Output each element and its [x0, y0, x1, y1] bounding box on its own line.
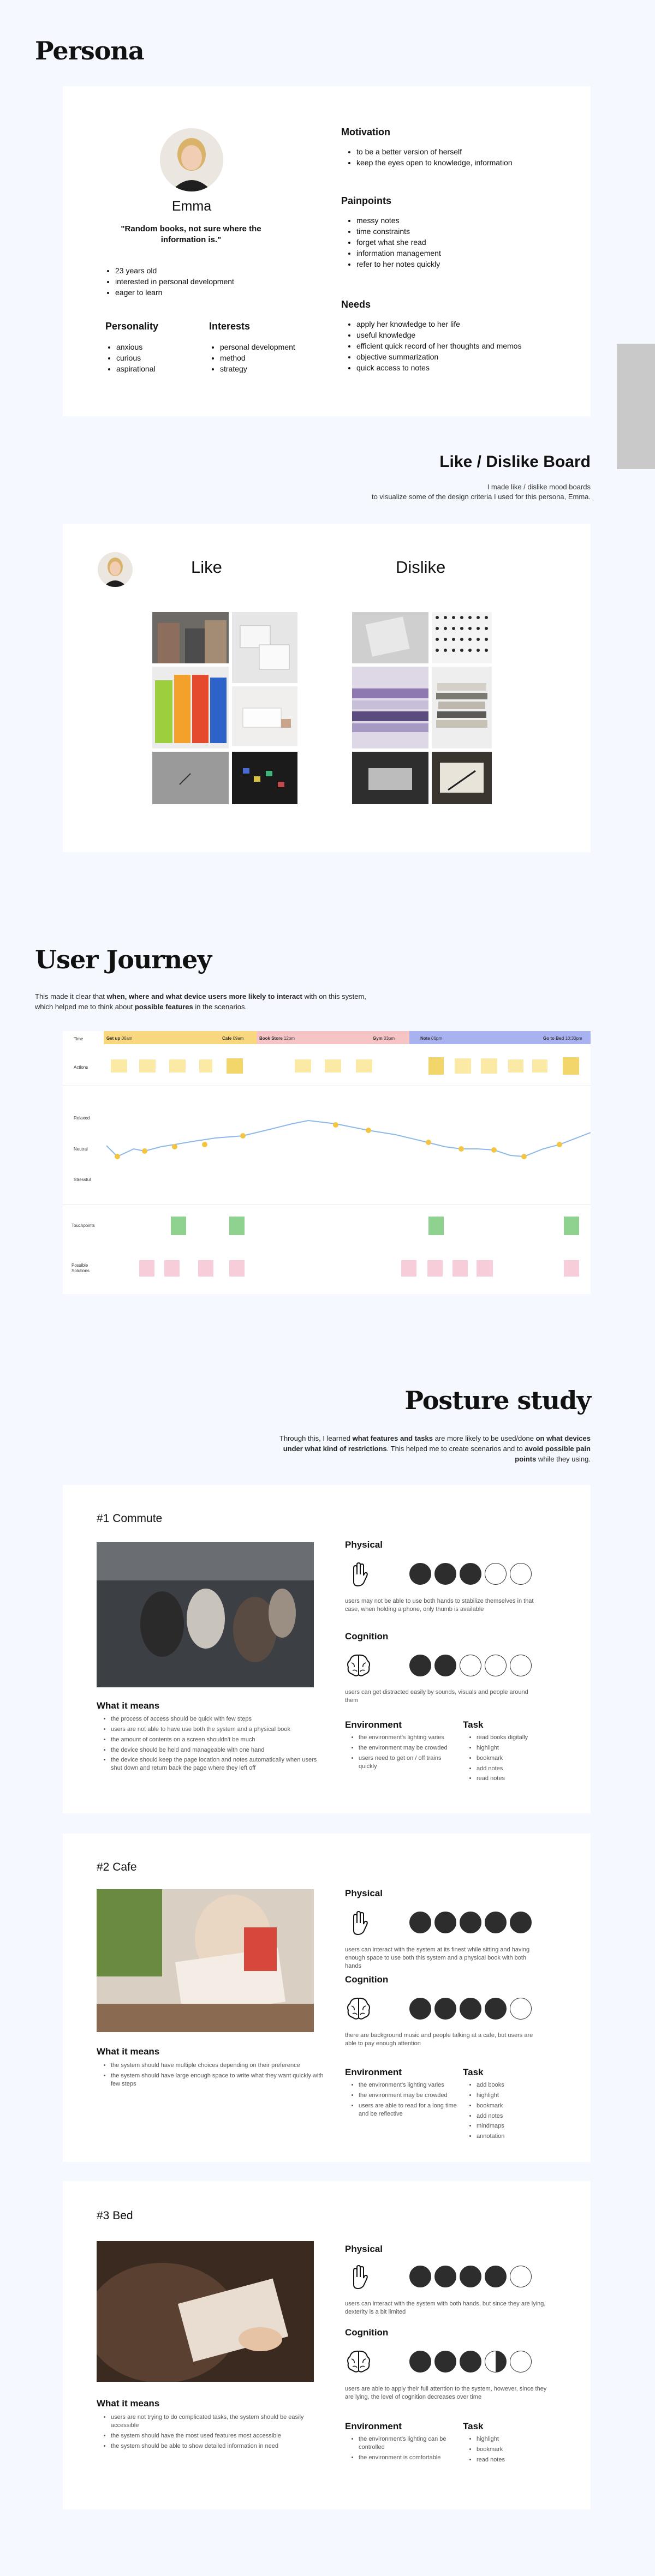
environment-list — [349, 1734, 457, 1772]
rating-dot — [460, 2266, 481, 2287]
action-chip — [481, 1058, 497, 1074]
rating-dot — [434, 2266, 456, 2287]
hand-icon — [345, 2263, 372, 2290]
physical-rating — [409, 1912, 535, 1936]
mood-point — [426, 1140, 431, 1145]
touchpoints-label: Touchpoints — [72, 1223, 95, 1228]
painpoints-title: Painpoints — [341, 195, 392, 206]
brain-icon — [345, 1652, 372, 1679]
rating-dot — [434, 1655, 456, 1676]
rating-dot — [460, 1655, 481, 1676]
time-tick-label: Cafe — [222, 1036, 232, 1041]
intro-text: in the scenarios. — [193, 1002, 247, 1011]
motivation-list — [347, 147, 513, 169]
time-tick — [259, 1036, 295, 1041]
mood-point — [142, 1148, 147, 1154]
action-chip — [295, 1059, 311, 1073]
action-chip — [227, 1058, 243, 1074]
scenario-photo-bed — [97, 2241, 314, 2382]
time-tick — [543, 1036, 582, 1041]
list-item: • the environment's lighting can be controlled — [359, 2435, 457, 2452]
like-image-color-blocks — [152, 667, 229, 748]
desc-text: Through this, I learned — [279, 1434, 353, 1442]
time-tick — [106, 1036, 133, 1041]
rating-dot — [510, 1998, 532, 2020]
list-item: • anxious — [116, 343, 156, 351]
scenario-title: #2 Cafe — [97, 1861, 137, 1873]
board-title: Like / Dislike Board — [439, 453, 591, 471]
solution-chip — [198, 1260, 213, 1277]
mood-point — [366, 1128, 371, 1133]
persona-avatar — [160, 128, 223, 191]
action-chip — [563, 1057, 579, 1075]
action-chip — [111, 1059, 127, 1073]
list-item: • highlight — [477, 2092, 575, 2100]
meaning-label: What it means — [97, 2046, 160, 2057]
personality-list — [106, 343, 156, 375]
rating-dot — [510, 2266, 532, 2287]
list-item: • keep the eyes open to knowledge, information — [356, 158, 513, 167]
list-item: • annotation — [477, 2132, 575, 2141]
list-item: • the system should be able to show detailed information in need — [111, 2442, 324, 2451]
intro-text: This made it clear that — [35, 992, 107, 1001]
scenario-photo-commute — [97, 1542, 314, 1687]
rating-dot — [409, 2351, 431, 2373]
rating-dot — [460, 1912, 481, 1933]
needs-list — [347, 320, 521, 374]
time-tick — [373, 1036, 395, 1041]
environment-label: Environment — [345, 1720, 402, 1730]
list-item: • curious — [116, 354, 156, 362]
list-item: • the environment may be crowded — [359, 2092, 457, 2100]
needs-title: Needs — [341, 299, 371, 310]
rating-dot — [409, 1912, 431, 1933]
dislike-image-dots — [432, 612, 492, 663]
rating-dot — [485, 1563, 507, 1585]
solution-chip — [564, 1260, 579, 1277]
time-tick-label: Get up — [106, 1036, 121, 1041]
physical-rating — [409, 2266, 535, 2290]
mood-point — [557, 1142, 562, 1147]
rating-dot — [485, 1655, 507, 1676]
like-label: Like — [191, 558, 222, 577]
list-item: • the system should have large enough space to write what they want quickly with few steps — [111, 2072, 324, 2088]
rating-dot — [460, 2351, 481, 2373]
persona-facts — [105, 266, 234, 299]
time-tick-label: Gym — [373, 1036, 383, 1041]
rating-dot — [409, 1563, 431, 1585]
dislike-image-paper — [352, 612, 428, 663]
intro-bold: when, where and what device users more likely to interact — [106, 992, 302, 1001]
time-tick-time: 12pm — [283, 1036, 295, 1041]
time-tick-time: 03pm — [384, 1036, 395, 1041]
rating-dot — [409, 1655, 431, 1676]
time-tick-label: Go to Bed — [543, 1036, 564, 1041]
list-item: • information management — [356, 249, 441, 257]
scenario-title: #3 Bed — [97, 2209, 133, 2222]
task-label: Task — [463, 2421, 484, 2431]
list-item: • the device should be held and manageable with one hand — [111, 1746, 324, 1754]
rating-dot — [485, 1998, 507, 2020]
time-tick-time: 09am — [233, 1036, 244, 1041]
brain-icon — [345, 1995, 372, 2022]
cognition-rating — [409, 2351, 535, 2375]
list-item: • users are able to read for a long time and be reflective — [359, 2102, 457, 2118]
environment-list — [349, 2081, 457, 2120]
desc-bold: avoid possible pain points — [515, 1444, 591, 1463]
solution-chip — [477, 1260, 493, 1277]
cognition-rating — [409, 1655, 535, 1679]
rating-dot — [510, 1655, 532, 1676]
board-card — [63, 524, 591, 852]
list-item: • interested in personal development — [115, 277, 234, 286]
touchpoint-chip — [428, 1217, 444, 1235]
list-item: • aspirational — [116, 364, 156, 373]
desc-text: . This helped me to create scenarios and to — [386, 1444, 525, 1453]
dislike-image-stack — [432, 667, 492, 748]
touchpoint-chip — [564, 1217, 579, 1235]
list-item: • the environment's lighting varies — [359, 2081, 457, 2089]
desc-text: while they using. — [536, 1454, 591, 1463]
list-item: • messy notes — [356, 216, 441, 225]
like-image-desk — [232, 686, 297, 746]
posture-title: Posture study — [404, 1386, 591, 1415]
solution-chip — [427, 1260, 443, 1277]
list-item: • users are not able to have use both the system and a physical book — [111, 1726, 324, 1734]
mood-point — [458, 1146, 464, 1152]
action-chip — [169, 1059, 186, 1073]
list-item: • the process of access should be quick with few steps — [111, 1715, 324, 1723]
list-item: • bookmark — [477, 2102, 575, 2110]
cognition-note: users are able to apply their full attention to the system, however, since they are lying, the level of cognition decreases over time — [345, 2386, 547, 2400]
rating-dot — [409, 2266, 431, 2287]
list-item: • bookmark — [477, 1754, 575, 1763]
mood-point — [202, 1142, 207, 1147]
physical-note: users can interact with the system with both hands, but since they are lying, dexterity is a bit limited — [345, 2301, 546, 2315]
time-tick — [420, 1036, 442, 1041]
rating-dot — [434, 1912, 456, 1933]
intro-text: with on this system, — [302, 992, 366, 1001]
desc-text: are more likely to be used/done — [432, 1434, 536, 1442]
solutions-label: Possible Solutions — [72, 1263, 90, 1273]
like-image-grey-wall — [152, 752, 229, 804]
meaning-list — [101, 2413, 324, 2452]
solution-chip — [164, 1260, 180, 1277]
list-item: • add notes — [477, 1765, 575, 1773]
list-item: • add notes — [477, 2112, 575, 2120]
list-item: • to be a better version of herself — [356, 147, 513, 156]
action-chip — [508, 1059, 523, 1073]
touchpoint-chip — [229, 1217, 245, 1235]
list-item: • method — [220, 354, 295, 362]
rating-dot — [510, 1563, 532, 1585]
time-tick-label: Note — [420, 1036, 430, 1041]
list-item: • the device should keep the page location and notes automatically when users shut down and return back the page where they left off — [111, 1756, 324, 1772]
list-item: • read books digitally — [477, 1734, 575, 1742]
interests-title: Interests — [209, 321, 251, 332]
board-desc-line: I made like / dislike mood boards — [487, 483, 591, 491]
motivation-title: Motivation — [341, 127, 390, 137]
time-tick-label: Book Store — [259, 1036, 283, 1041]
mood-point — [172, 1144, 177, 1149]
scenario-photo-cafe — [97, 1889, 314, 2032]
journey-title: User Journey — [35, 945, 212, 974]
physical-note: users may not be able to use both hands to stabilize themselves in that case, when holding a phone, only thumb is available — [345, 1598, 534, 1613]
time-tick — [222, 1036, 244, 1041]
list-item: • users are not trying to do complicated tasks, the system should be easily accessible — [111, 2413, 324, 2430]
scenario-title: #1 Commute — [97, 1512, 163, 1525]
desc-bold: on what devices under what kind of restrictions — [283, 1434, 591, 1453]
action-chip — [532, 1059, 547, 1073]
cognition-rating — [409, 1998, 535, 2022]
physical-note: users can interact with the system at its finest while sitting and having enough space to use both this system and a physical book with both hands — [345, 1946, 530, 1969]
list-item: • the system should have multiple choices depending on their preference — [111, 2062, 324, 2070]
persona-quote: "Random books, not sure where the information is." — [121, 224, 261, 244]
mood-point — [333, 1122, 338, 1128]
touchpoint-chip — [171, 1217, 186, 1235]
list-item: • 23 years old — [115, 266, 234, 275]
list-item: • personal development — [220, 343, 295, 351]
list-item: • read notes — [477, 1775, 575, 1783]
scenario-card-bed — [63, 2181, 591, 2509]
interests-list — [210, 343, 295, 375]
rating-dot — [485, 2266, 507, 2287]
list-item: • the environment's lighting varies — [359, 1734, 457, 1742]
action-chip — [356, 1059, 372, 1073]
hand-icon — [345, 1560, 372, 1587]
time-tick-time: 10:30pm — [565, 1036, 582, 1041]
dislike-image-dark-room — [352, 752, 428, 804]
mood-label-relaxed: Relaxed — [74, 1116, 90, 1121]
mood-point — [115, 1154, 120, 1159]
list-item: • objective summarization — [356, 352, 521, 361]
journey-intro — [35, 992, 450, 1013]
like-image-keyboard — [232, 752, 297, 804]
list-item: • apply her knowledge to her life — [356, 320, 521, 328]
list-item: • eager to learn — [115, 288, 234, 297]
cognition-label: Cognition — [345, 2327, 389, 2338]
rating-dot — [434, 1563, 456, 1585]
meaning-list — [101, 1715, 324, 1775]
cognition-label: Cognition — [345, 1974, 389, 1985]
solution-chip — [229, 1260, 245, 1277]
action-chip — [139, 1059, 156, 1073]
board-description — [273, 482, 591, 502]
board-desc-line: to visualize some of the design criteria I used for this persona, Emma. — [371, 493, 591, 501]
board-avatar — [98, 552, 133, 587]
journey-card — [63, 1031, 591, 1294]
environment-label: Environment — [345, 2067, 402, 2077]
list-item: • read notes — [477, 2456, 575, 2464]
meaning-list — [101, 2062, 324, 2090]
list-item: • efficient quick record of her thoughts and memos — [356, 342, 521, 350]
scrollbar-thumb[interactable] — [617, 344, 655, 469]
scenario-card-commute — [63, 1485, 591, 1813]
list-item: • the environment may be crowded — [359, 1744, 457, 1752]
rating-dot — [485, 1912, 507, 1933]
dislike-image-books — [352, 667, 428, 748]
solution-chip — [452, 1260, 468, 1277]
mood-line — [106, 1121, 591, 1157]
cognition-note: there are background music and people talking at a cafe, but users are able to pay enough attention — [345, 2032, 533, 2047]
physical-label: Physical — [345, 2244, 383, 2254]
mood-label-stressful: Stressful — [74, 1177, 91, 1182]
list-item: • quick access to notes — [356, 363, 521, 372]
list-item: • strategy — [220, 364, 295, 373]
rating-dot — [485, 2351, 507, 2373]
persona-section-title: Persona — [35, 36, 144, 65]
task-label: Task — [463, 1720, 484, 1730]
dislike-label: Dislike — [396, 558, 446, 577]
list-item: • the environment is comfortable — [359, 2454, 457, 2462]
list-item: • useful knowledge — [356, 331, 521, 339]
personality-title: Personality — [105, 321, 159, 332]
time-tick-time: 06am — [121, 1036, 133, 1041]
mood-label-neutral: Neutral — [74, 1147, 88, 1152]
list-item: • add books — [477, 2081, 575, 2089]
actions-label: Actions — [74, 1065, 88, 1070]
action-chip — [325, 1059, 341, 1073]
solution-chip — [401, 1260, 416, 1277]
posture-description — [267, 1434, 591, 1465]
list-item: • bookmark — [477, 2446, 575, 2454]
brain-icon — [345, 2348, 372, 2375]
task-label: Task — [463, 2067, 484, 2077]
environment-label: Environment — [345, 2421, 402, 2431]
list-item: • time constraints — [356, 227, 441, 236]
task-list — [467, 2081, 575, 2143]
time-label: Time — [74, 1037, 84, 1041]
like-image-cards — [232, 612, 297, 683]
like-image-people — [152, 612, 229, 663]
solution-chip — [139, 1260, 154, 1277]
intro-text: which helped me to think about — [35, 1002, 135, 1011]
mood-point — [240, 1133, 246, 1139]
list-item: • users need to get on / off trains quickly — [359, 1754, 457, 1771]
dislike-image-writing — [432, 752, 492, 804]
cognition-label: Cognition — [345, 1631, 389, 1642]
rating-dot — [409, 1998, 431, 2020]
persona-card — [63, 86, 591, 416]
rating-dot — [510, 2351, 532, 2373]
rating-dot — [510, 1912, 532, 1933]
time-tick-time: 06pm — [431, 1036, 443, 1041]
environment-list — [349, 2435, 457, 2464]
scenario-card-cafe — [63, 1834, 591, 2162]
desc-bold: what features and tasks — [352, 1434, 433, 1442]
list-item: • highlight — [477, 2435, 575, 2443]
meaning-label: What it means — [97, 2398, 160, 2409]
hand-icon — [345, 1909, 372, 1936]
physical-label: Physical — [345, 1888, 383, 1898]
meaning-label: What it means — [97, 1700, 160, 1711]
task-list — [467, 1734, 575, 1785]
rating-dot — [434, 2351, 456, 2373]
intro-bold: possible features — [134, 1002, 193, 1011]
painpoints-list — [347, 216, 441, 271]
physical-label: Physical — [345, 1539, 383, 1550]
physical-rating — [409, 1563, 535, 1587]
rating-dot — [434, 1998, 456, 2020]
mood-point — [521, 1154, 527, 1159]
list-item: • the system should have the most used features most accessible — [111, 2432, 324, 2440]
list-item: • forget what she read — [356, 238, 441, 247]
rating-dot — [460, 1998, 481, 2020]
cognition-note: users can get distracted easily by sounds, visuals and people around them — [345, 1689, 528, 1704]
persona-name: Emma — [171, 199, 212, 214]
mood-graph — [63, 1097, 591, 1189]
list-item: • the amount of contents on a screen shouldn't be much — [111, 1736, 324, 1744]
rating-dot — [460, 1563, 481, 1585]
action-chip — [428, 1057, 444, 1075]
list-item: • mindmaps — [477, 2122, 575, 2130]
task-list — [467, 2435, 575, 2466]
action-chip — [199, 1059, 212, 1073]
list-item: • refer to her notes quickly — [356, 260, 441, 268]
action-chip — [455, 1058, 471, 1074]
mood-point — [491, 1147, 497, 1153]
list-item: • highlight — [477, 1744, 575, 1752]
